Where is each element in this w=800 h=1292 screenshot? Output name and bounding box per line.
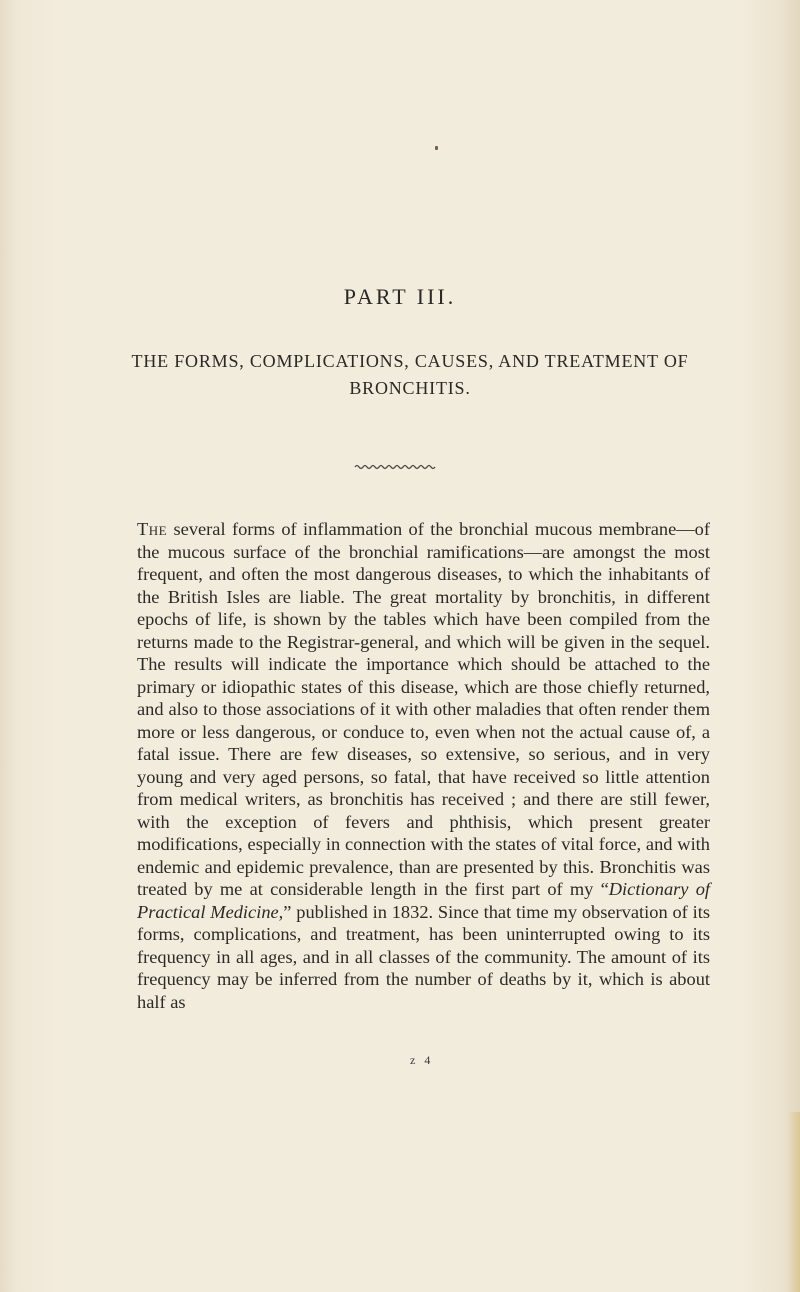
part-title: PART III. xyxy=(343,284,457,309)
book-title: Dictionary of Practical Medicine, xyxy=(137,879,710,922)
drop-word: The xyxy=(137,519,168,539)
body-text-part-1: several forms of inflammation of the bronchial mucous membrane—of the mucous surface of the bronchial ramifications—are amongst the most frequent, and often the most dangerous diseases, to which the inhabitants of the British Isles are liable. The great mortality by bronchitis, in different epochs of life, is shown by the tables which have been compiled from the returns made to the Registrar-general, and which will be given in the sequel. The results will indicate the importance which should be attached to the primary or idiopathic states of this disease, which are those chiefly returned, and also to those associations of it with other maladies that often render them more or less dangerous, or conduce to, even when not the actual cause of, a fatal issue. There are few diseases, so extensive, so serious, and in very young and very aged persons, so fatal, that have received so little attention from medical writers, as bronchitis has received ; and there are still fewer, with the exception of fevers and phthisis, which present greater modifications, especially in connection with the states of vital force, and with endemic and epidemic prevalence, than are presented by this. Bronchitis was treated by me at considerable length in the first part of my “ xyxy=(137,519,710,899)
page-edge-stain xyxy=(788,1112,800,1292)
body-text-part-2: ” published in 1832. Since that time my observation of its forms, complications, and treatment, has been uninterrupted owing to its frequency in all ages, and in all classes of the community. The amount of its frequency may be inferred from the number of deaths by it, which is about half as xyxy=(137,901,710,1012)
signature-mark: z 4 xyxy=(410,1053,434,1067)
body-paragraph xyxy=(137,518,710,1013)
ink-speck xyxy=(435,146,438,150)
decorative-rule-ornament xyxy=(354,462,436,472)
section-title: THE FORMS, COMPLICATIONS, CAUSES, AND TREATMENT OF BRONCHITIS. xyxy=(131,351,689,398)
